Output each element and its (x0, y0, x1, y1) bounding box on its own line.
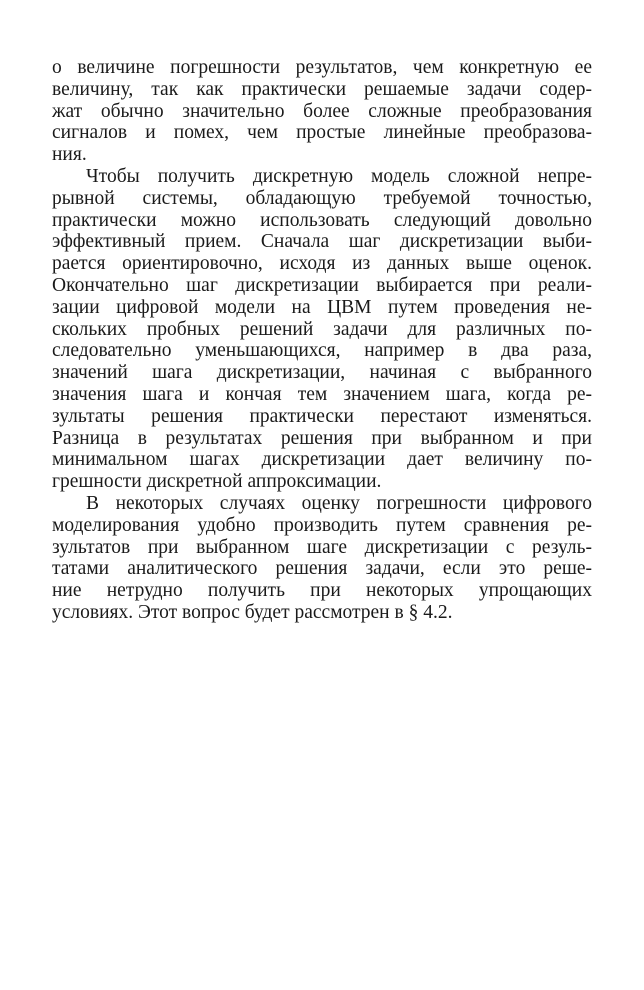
text-line: значения шага и кончая тем значением шага, когда ре- (52, 383, 592, 405)
text-line: Разница в результатах решения при выбранном и при (52, 427, 592, 449)
text-line: грешности дискретной аппроксимации. (52, 471, 382, 493)
page-body (52, 57, 592, 624)
text-line: В некоторых случаях оценку погрешности цифрового (86, 492, 592, 514)
text-line: значений шага дискретизации, начиная с выбранного (52, 362, 592, 384)
text-line: величину, так как практически решаемые задачи содер- (52, 78, 592, 100)
text-line: Окончательно шаг дискретизации выбирается при реали- (52, 274, 592, 296)
text-line: эффективный прием. Сначала шаг дискретизации выби- (52, 231, 592, 253)
text-line: Чтобы получить дискретную модель сложной непре- (86, 165, 592, 187)
text-line: ния. (52, 144, 87, 166)
paragraph-3 (52, 493, 592, 624)
text-line: о величине погрешности результатов, чем конкретную ее (52, 57, 592, 78)
paragraph-1 (52, 57, 592, 166)
text-line: жат обычно значительно более сложные преобразования (52, 100, 592, 122)
text-line: зультатов при выбранном шаге дискретизации с резуль- (52, 536, 592, 558)
text-line: практически можно использовать следующий довольно (52, 209, 592, 231)
text-line: следовательно уменьшающихся, например в два раза, (52, 340, 592, 362)
paragraph-2 (52, 166, 592, 493)
text-line: скольких пробных решений задачи для различных по- (52, 318, 592, 340)
text-line: рывной системы, обладающую требуемой точностью, (52, 187, 592, 209)
text-line: условиях. Этот вопрос будет рассмотрен в § 4.2. (52, 601, 453, 623)
text-line: зультаты решения практически перестают изменяться. (52, 405, 592, 427)
text-line: татами аналитического решения задачи, если это реше- (52, 558, 592, 580)
text-line: сигналов и помех, чем простые линейные преобразова- (52, 122, 592, 144)
text-line: минимальном шагах дискретизации дает величину по- (52, 449, 592, 471)
text-line: зации цифровой модели на ЦВМ путем проведения не- (52, 296, 592, 318)
text-line: моделирования удобно производить путем сравнения ре- (52, 514, 592, 536)
text-line: рается ориентировочно, исходя из данных выше оценок. (52, 253, 592, 275)
text-line: ние нетрудно получить при некоторых упрощающих (52, 580, 592, 602)
